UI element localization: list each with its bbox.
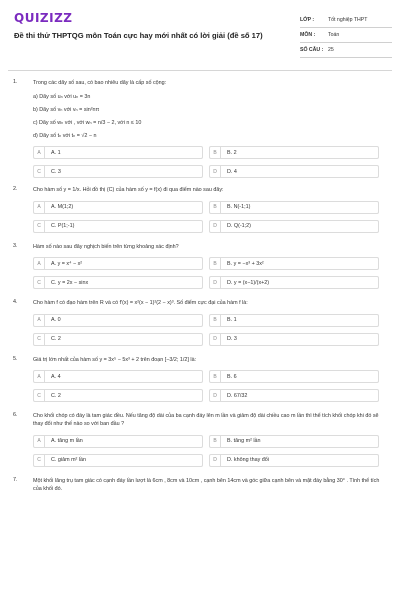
answer-option-c[interactable] [33, 333, 203, 346]
option-text: C. giảm m² lần [51, 457, 87, 464]
option-text: C. 2 [51, 392, 61, 399]
option-letter: A [34, 147, 45, 158]
question-text: Cho hàm f có đạo hàm trên R và có f'(x) = x²(x − 1)²(2 − x)³. Số điểm cực đại của hàm f là: [33, 300, 248, 307]
option-letter: B [210, 202, 221, 213]
meta-row-subject [300, 28, 392, 43]
option-letter: C [34, 455, 45, 466]
answer-option-d[interactable] [209, 389, 379, 402]
meta-table [300, 13, 392, 58]
answer-option-a[interactable] [33, 257, 203, 270]
answer-option-d[interactable] [209, 454, 379, 467]
answer-option-b[interactable] [209, 314, 379, 327]
option-text: C. 2 [51, 336, 61, 343]
question-3 [0, 243, 400, 289]
answer-options [33, 370, 385, 402]
option-text: B. 2 [227, 149, 237, 156]
option-text: D. không thay đổi [227, 457, 269, 464]
question-7 [0, 477, 400, 494]
answer-options [33, 201, 385, 233]
answer-option-b[interactable] [209, 370, 379, 383]
answer-options [33, 257, 385, 289]
option-letter: B [210, 436, 221, 447]
option-text: C. y = 2x − sinx [51, 279, 89, 286]
question-text: Một khối lăng trụ tam giác có cạnh đáy lần lượt là 6cm , 8cm và 10cm , cạnh bên 14cm và góc giữa cạnh bên và mặt đáy bằng 30° . Tính thể tích của khối đó. [33, 477, 380, 493]
question-number: 7. [13, 476, 18, 483]
question-number: 2. [13, 186, 18, 193]
sub-statement: d) Dãy số tₙ với tₙ = √2 − n [33, 133, 97, 140]
answer-option-a[interactable] [33, 435, 203, 448]
answer-option-b[interactable] [209, 146, 379, 159]
option-letter: C [34, 277, 45, 288]
answer-option-c[interactable] [33, 220, 203, 233]
option-text: B. N(-1;1) [227, 204, 251, 211]
meta-key: LỚP : [300, 17, 315, 23]
option-text: D. y = (x−1)/(x+2) [227, 279, 270, 286]
meta-row-count [300, 43, 392, 58]
option-text: B. y = −x³ + 3x² [227, 260, 264, 267]
question-text: Hàm số nào sau đây nghịch biến trên từng khoảng xác định? [33, 243, 179, 250]
option-text: A. y = x⁴ − x² [51, 260, 83, 267]
answer-option-a[interactable] [33, 370, 203, 383]
answer-options [33, 146, 385, 178]
answer-option-d[interactable] [209, 165, 379, 178]
question-number: 3. [13, 242, 18, 249]
option-text: B. 1 [227, 317, 237, 324]
option-text: A. M(1;2) [51, 204, 74, 211]
question-number: 5. [13, 355, 18, 362]
answer-option-c[interactable] [33, 276, 203, 289]
meta-row-class [300, 13, 392, 28]
question-5 [0, 356, 400, 402]
option-text: D. Q(-1;2) [227, 223, 251, 230]
option-letter: A [34, 371, 45, 382]
meta-key: MÔN : [300, 32, 316, 38]
question-number: 4. [13, 299, 18, 306]
answer-option-b[interactable] [209, 435, 379, 448]
sub-statement: c) Dãy số wₙ với , với wₙ = n/3 − 2, với n ≤ 10 [33, 120, 142, 127]
meta-value: Tốt nghiệp THPT [328, 17, 368, 23]
quizizz-logo: QUIZIZZ [14, 11, 73, 25]
option-letter: D [210, 455, 221, 466]
option-letter: B [210, 371, 221, 382]
option-text: C. P(1;-1) [51, 223, 75, 230]
meta-value: Toán [328, 32, 340, 38]
option-text: D. 3 [227, 336, 237, 343]
option-letter: C [34, 334, 45, 345]
sub-statement: b) Dãy số vₙ với vₙ = sin²nπ [33, 107, 100, 114]
option-letter: D [210, 277, 221, 288]
question-text: Trong các dãy số sau, có bao nhiêu dãy là cấp số cộng: [33, 80, 167, 86]
option-text: A. tăng m lần [51, 438, 83, 445]
answer-option-c[interactable] [33, 454, 203, 467]
option-text: A. 4 [51, 373, 61, 380]
option-text: B. 6 [227, 373, 237, 380]
option-text: D. 67/32 [227, 392, 248, 399]
option-letter: A [34, 258, 45, 269]
answer-option-a[interactable] [33, 314, 203, 327]
option-text: A. 1 [51, 149, 61, 156]
option-letter: C [34, 221, 45, 232]
option-text: A. 0 [51, 317, 61, 324]
question-2 [0, 186, 400, 232]
option-letter: C [34, 166, 45, 177]
option-text: C. 3 [51, 168, 61, 175]
answer-option-a[interactable] [33, 146, 203, 159]
option-letter: A [34, 315, 45, 326]
option-letter: D [210, 166, 221, 177]
answer-option-c[interactable] [33, 165, 203, 178]
answer-option-d[interactable] [209, 333, 379, 346]
option-text: B. tăng m² lần [227, 438, 261, 445]
question-6 [0, 412, 400, 467]
question-4 [0, 299, 400, 345]
answer-option-c[interactable] [33, 389, 203, 402]
question-number: 1. [13, 79, 18, 85]
option-letter: D [210, 390, 221, 401]
question-list [0, 79, 400, 500]
answer-option-a[interactable] [33, 201, 203, 214]
option-letter: A [34, 202, 45, 213]
answer-option-b[interactable] [209, 201, 379, 214]
meta-value: 25 [328, 47, 334, 53]
answer-options [33, 435, 385, 467]
option-letter: B [210, 258, 221, 269]
option-letter: D [210, 221, 221, 232]
answer-option-b[interactable] [209, 257, 379, 270]
question-text: Cho hàm số y = 1/x. Hỏi đồ thị (C) của hàm số y = f(x) đi qua điểm nào sau đây: [33, 187, 224, 194]
answer-options [33, 314, 385, 346]
header [0, 0, 400, 68]
header-divider [8, 70, 392, 71]
option-letter: B [210, 315, 221, 326]
answer-option-d[interactable] [209, 220, 379, 233]
question-1 [0, 79, 400, 178]
option-letter: D [210, 334, 221, 345]
answer-option-d[interactable] [209, 276, 379, 289]
document-title: Đề thi thử THPTQG môn Toán cực hay mới nhất có lời giải (đề số 17) [14, 31, 263, 40]
option-text: D. 4 [227, 168, 237, 175]
meta-key: SỐ CÂU : [300, 47, 324, 53]
sub-statement: a) Dãy số uₙ với uₙ = 3n [33, 94, 91, 101]
question-text: Cho khối chóp có đáy là tam giác đều. Nếu tăng độ dài của ba cạnh đáy lên m lần và giảm độ dài chiều cao m lần thì thể tích khối chóp khi đó sẽ thay đổi như thế nào so với ban đầu ? [33, 413, 379, 428]
question-number: 6. [13, 412, 18, 419]
option-letter: C [34, 390, 45, 401]
question-text: Giá trị lớn nhất của hàm số y = 3x⁵ − 5x³ + 2 trên đoạn [−3/2; 1/2] là: [33, 356, 197, 363]
option-letter: B [210, 147, 221, 158]
option-letter: A [34, 436, 45, 447]
